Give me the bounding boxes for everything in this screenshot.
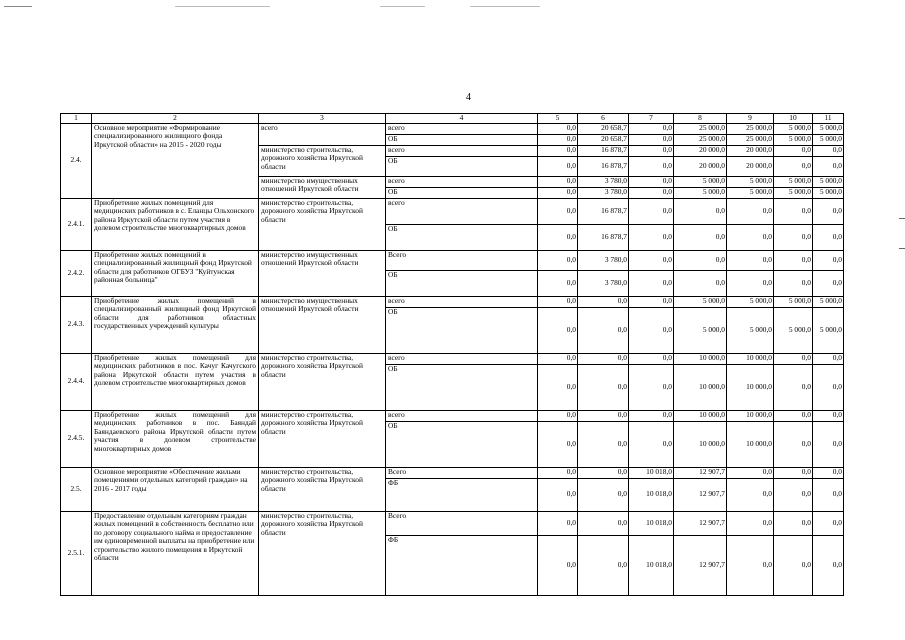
amount-cell: 10 000,0 — [674, 421, 727, 467]
amount-cell: 25 000,0 — [727, 123, 774, 134]
column-number: 9 — [727, 114, 774, 124]
executor: министерство имущественных отношений Иркутской области — [259, 250, 386, 296]
amount-cell: 16 878,7 — [578, 145, 629, 156]
amount-cell: 0,0 — [774, 224, 813, 250]
funding-source: ОБ — [386, 134, 538, 145]
item-code: 2.4.5. — [61, 410, 92, 467]
amount-cell: 10 000,0 — [674, 410, 727, 421]
column-number: 11 — [813, 114, 844, 124]
column-number: 2 — [92, 114, 259, 124]
scan-artifact-line — [470, 6, 540, 7]
item-code: 2.4.4. — [61, 353, 92, 410]
column-number: 6 — [578, 114, 629, 124]
amount-cell: 5 000,0 — [727, 296, 774, 307]
amount-cell: 0,0 — [774, 156, 813, 176]
amount-cell: 0,0 — [727, 467, 774, 478]
funding-source: всего — [386, 410, 538, 421]
table-row — [61, 353, 844, 364]
amount-cell: 5 000,0 — [774, 123, 813, 134]
item-description: Приобретение жилых помещений для медицинских работников в пос. Баяндай Баяндаевского района Иркутской области путем участия в долевом строительстве многоквартирных домов — [92, 410, 259, 467]
amount-cell: 0,0 — [538, 224, 578, 250]
amount-cell: 5 000,0 — [674, 307, 727, 353]
amount-cell: 0,0 — [727, 478, 774, 511]
amount-cell: 0,0 — [813, 535, 844, 595]
item-description: Приобретение жилых помещений в специализированный жилищный фонд Иркутской области для работников областных государственных учреждений культуры — [92, 296, 259, 353]
amount-cell: 0,0 — [538, 134, 578, 145]
amount-cell: 0,0 — [674, 224, 727, 250]
amount-cell: 20 658,7 — [578, 134, 629, 145]
amount-cell: 5 000,0 — [727, 307, 774, 353]
amount-cell: 0,0 — [578, 478, 629, 511]
amount-cell: 0,0 — [813, 410, 844, 421]
item-description: Основное мероприятие «Обеспечение жильми помещениями отдельных категорий граждан» на 2016 - 2017 годы — [92, 467, 259, 511]
amount-cell: 0,0 — [774, 535, 813, 595]
amount-cell: 5 000,0 — [813, 134, 844, 145]
amount-cell: 10 000,0 — [727, 364, 774, 410]
column-number-row — [61, 114, 844, 124]
amount-cell: 0,0 — [674, 270, 727, 296]
scan-artifact-line — [175, 6, 270, 7]
amount-cell: 5 000,0 — [813, 123, 844, 134]
amount-cell: 0,0 — [538, 296, 578, 307]
item-description: Приобретение жилых помещений для медицинских работников в с. Еланцы Ольхонского района Иркутской области путем участия в долевом строительстве многоквартирных домов — [92, 198, 259, 250]
amount-cell: 3 780,0 — [578, 270, 629, 296]
amount-cell: 0,0 — [629, 270, 674, 296]
amount-cell: 10 018,0 — [629, 478, 674, 511]
amount-cell: 0,0 — [727, 535, 774, 595]
amount-cell: 0,0 — [813, 421, 844, 467]
amount-cell: 5 000,0 — [774, 307, 813, 353]
amount-cell: 5 000,0 — [674, 296, 727, 307]
amount-cell: 0,0 — [813, 156, 844, 176]
table-row — [61, 123, 844, 134]
amount-cell: 0,0 — [674, 198, 727, 224]
executor: министерство строительства, дорожного хозяйства Иркутской области — [259, 511, 386, 595]
amount-cell: 5 000,0 — [774, 134, 813, 145]
amount-cell: 25 000,0 — [727, 134, 774, 145]
page-number: 4 — [466, 92, 471, 103]
funding-source: ОБ — [386, 156, 538, 176]
amount-cell: 0,0 — [629, 410, 674, 421]
amount-cell: 0,0 — [774, 478, 813, 511]
amount-cell: 0,0 — [538, 187, 578, 198]
amount-cell: 0,0 — [813, 478, 844, 511]
amount-cell: 0,0 — [813, 353, 844, 364]
amount-cell: 0,0 — [774, 511, 813, 535]
amount-cell: 5 000,0 — [813, 296, 844, 307]
amount-cell: 0,0 — [578, 467, 629, 478]
executor: министерство строительства, дорожного хозяйства Иркутской области — [259, 198, 386, 250]
amount-cell: 0,0 — [538, 270, 578, 296]
amount-cell: 5 000,0 — [813, 176, 844, 187]
amount-cell: 0,0 — [774, 364, 813, 410]
amount-cell: 12 907,7 — [674, 511, 727, 535]
amount-cell: 0,0 — [774, 421, 813, 467]
column-number: 3 — [259, 114, 386, 124]
funding-source: Всего — [386, 250, 538, 270]
amount-cell: 5 000,0 — [727, 187, 774, 198]
funding-source: всего — [386, 123, 538, 134]
item-code: 2.4.1. — [61, 198, 92, 250]
table-row — [61, 511, 844, 535]
funding-source: всего — [386, 145, 538, 156]
amount-cell: 10 000,0 — [727, 421, 774, 467]
amount-cell: 0,0 — [538, 478, 578, 511]
amount-cell: 0,0 — [629, 307, 674, 353]
amount-cell: 0,0 — [774, 353, 813, 364]
amount-cell: 0,0 — [813, 511, 844, 535]
scan-edge-mark — [899, 248, 905, 249]
amount-cell: 12 907,7 — [674, 535, 727, 595]
amount-cell: 0,0 — [727, 511, 774, 535]
item-code: 2.5. — [61, 467, 92, 511]
amount-cell: 20 000,0 — [674, 145, 727, 156]
amount-cell: 0,0 — [629, 364, 674, 410]
amount-cell: 0,0 — [629, 224, 674, 250]
column-number: 8 — [674, 114, 727, 124]
amount-cell: 16 878,7 — [578, 224, 629, 250]
amount-cell: 20 000,0 — [674, 156, 727, 176]
amount-cell: 0,0 — [629, 296, 674, 307]
amount-cell: 0,0 — [578, 421, 629, 467]
amount-cell: 0,0 — [578, 353, 629, 364]
funding-source: ФБ — [386, 535, 538, 595]
amount-cell: 0,0 — [538, 467, 578, 478]
amount-cell: 10 000,0 — [674, 364, 727, 410]
amount-cell: 0,0 — [538, 353, 578, 364]
amount-cell: 20 658,7 — [578, 123, 629, 134]
amount-cell: 0,0 — [629, 145, 674, 156]
amount-cell: 3 780,0 — [578, 250, 629, 270]
amount-cell: 10 000,0 — [727, 353, 774, 364]
scan-artifact-line — [4, 6, 32, 7]
item-description: Приобретение жилых помещений в специализированный жилищный фонд Иркутской области для работников ОГБУЗ "Куйтунская районная больница" — [92, 250, 259, 296]
amount-cell: 5 000,0 — [674, 187, 727, 198]
amount-cell: 5 000,0 — [774, 176, 813, 187]
amount-cell: 0,0 — [538, 307, 578, 353]
amount-cell: 0,0 — [813, 224, 844, 250]
funding-source: всего — [386, 176, 538, 187]
amount-cell: 10 000,0 — [727, 410, 774, 421]
amount-cell: 0,0 — [629, 250, 674, 270]
amount-cell: 10 018,0 — [629, 535, 674, 595]
amount-cell: 0,0 — [629, 134, 674, 145]
executor: министерство имущественных отношений Иркутской области — [259, 296, 386, 353]
item-description: Приобретение жилых помещений для медицинских работников в пос. Качуг Качугского района Иркутской области путем участия в долевом строительстве многоквартирных домов — [92, 353, 259, 410]
amount-cell: 0,0 — [538, 123, 578, 134]
amount-cell: 25 000,0 — [674, 123, 727, 134]
funding-source: Всего — [386, 511, 538, 535]
scan-artifact-line — [380, 6, 425, 7]
amount-cell: 20 000,0 — [727, 156, 774, 176]
amount-cell: 0,0 — [774, 467, 813, 478]
amount-cell: 0,0 — [813, 467, 844, 478]
amount-cell: 16 878,7 — [578, 198, 629, 224]
amount-cell: 0,0 — [629, 176, 674, 187]
amount-cell: 0,0 — [813, 250, 844, 270]
amount-cell: 0,0 — [629, 198, 674, 224]
item-code: 2.4.2. — [61, 250, 92, 296]
amount-cell: 5 000,0 — [813, 307, 844, 353]
amount-cell: 10 018,0 — [629, 511, 674, 535]
funding-source: ОБ — [386, 224, 538, 250]
column-number: 5 — [538, 114, 578, 124]
amount-cell: 0,0 — [774, 270, 813, 296]
amount-cell: 0,0 — [538, 250, 578, 270]
column-number: 1 — [61, 114, 92, 124]
funding-source: ОБ — [386, 270, 538, 296]
amount-cell: 25 000,0 — [674, 134, 727, 145]
funding-source: всего — [386, 296, 538, 307]
amount-cell: 0,0 — [538, 198, 578, 224]
amount-cell: 0,0 — [774, 250, 813, 270]
amount-cell: 0,0 — [674, 250, 727, 270]
amount-cell: 0,0 — [578, 535, 629, 595]
amount-cell: 3 780,0 — [578, 176, 629, 187]
amount-cell: 0,0 — [538, 364, 578, 410]
amount-cell: 5 000,0 — [727, 176, 774, 187]
column-number: 10 — [774, 114, 813, 124]
amount-cell: 0,0 — [538, 535, 578, 595]
item-code: 2.5.1. — [61, 511, 92, 595]
amount-cell: 0,0 — [629, 187, 674, 198]
scan-edge-mark — [899, 218, 905, 219]
amount-cell: 0,0 — [813, 364, 844, 410]
amount-cell: 12 907,7 — [674, 478, 727, 511]
amount-cell: 20 000,0 — [727, 145, 774, 156]
table-row — [61, 296, 844, 307]
funding-source: ОБ — [386, 364, 538, 410]
amount-cell: 0,0 — [629, 353, 674, 364]
amount-cell: 10 000,0 — [674, 353, 727, 364]
funding-source: ОБ — [386, 421, 538, 467]
amount-cell: 0,0 — [578, 364, 629, 410]
executor: министерство имущественных отношений Иркутской области — [259, 176, 386, 198]
amount-cell: 0,0 — [578, 296, 629, 307]
amount-cell: 0,0 — [578, 307, 629, 353]
funding-source: ОБ — [386, 187, 538, 198]
amount-cell: 0,0 — [538, 410, 578, 421]
table-row — [61, 410, 844, 421]
amount-cell: 0,0 — [774, 198, 813, 224]
amount-cell: 0,0 — [578, 511, 629, 535]
executor: всего — [259, 123, 386, 145]
amount-cell: 0,0 — [727, 250, 774, 270]
executor: министерство строительства, дорожного хозяйства Иркутской области — [259, 410, 386, 467]
executor: министерство строительства, дорожного хозяйства Иркутской области — [259, 145, 386, 176]
amount-cell: 5 000,0 — [774, 296, 813, 307]
executor: министерство строительства, дорожного хозяйства Иркутской области — [259, 467, 386, 511]
table-row — [61, 198, 844, 224]
amount-cell: 0,0 — [629, 156, 674, 176]
amount-cell: 0,0 — [774, 410, 813, 421]
funding-source: всего — [386, 353, 538, 364]
amount-cell: 0,0 — [538, 145, 578, 156]
funding-source: ФБ — [386, 478, 538, 511]
column-number: 4 — [386, 114, 538, 124]
amount-cell: 3 780,0 — [578, 187, 629, 198]
amount-cell: 0,0 — [538, 176, 578, 187]
amount-cell: 0,0 — [813, 270, 844, 296]
table-row — [61, 467, 844, 478]
table-body — [61, 114, 844, 596]
amount-cell: 0,0 — [727, 270, 774, 296]
amount-cell: 0,0 — [813, 198, 844, 224]
amount-cell: 0,0 — [538, 511, 578, 535]
amount-cell: 5 000,0 — [774, 187, 813, 198]
amount-cell: 12 907,7 — [674, 467, 727, 478]
amount-cell: 5 000,0 — [813, 187, 844, 198]
amount-cell: 0,0 — [578, 410, 629, 421]
amount-cell: 5 000,0 — [674, 176, 727, 187]
amount-cell: 0,0 — [629, 421, 674, 467]
funding-source: всего — [386, 198, 538, 224]
amount-cell: 0,0 — [538, 421, 578, 467]
amount-cell: 0,0 — [727, 198, 774, 224]
amount-cell: 0,0 — [774, 145, 813, 156]
item-description: Основное мероприятие «Формирование специализированного жилищного фонда Иркутской области» на 2015 - 2020 годы — [92, 123, 259, 198]
item-code: 2.4.3. — [61, 296, 92, 353]
program-funding-table — [60, 113, 844, 596]
amount-cell: 0,0 — [727, 224, 774, 250]
amount-cell: 0,0 — [813, 145, 844, 156]
amount-cell: 16 878,7 — [578, 156, 629, 176]
funding-source: ОБ — [386, 307, 538, 353]
amount-cell: 0,0 — [538, 156, 578, 176]
amount-cell: 10 018,0 — [629, 467, 674, 478]
table-row — [61, 250, 844, 270]
item-code: 2.4. — [61, 123, 92, 198]
item-description: Предоставление отдельным категориям граждан жилых помещений в собственность бесплатно или по договору социального найма и предоставление им единовременной выплаты на приобретение или строительство жилого помещения в Иркутской области — [92, 511, 259, 595]
amount-cell: 0,0 — [629, 123, 674, 134]
funding-source: Всего — [386, 467, 538, 478]
executor: министерство строительства, дорожного хозяйства Иркутской области — [259, 353, 386, 410]
column-number: 7 — [629, 114, 674, 124]
